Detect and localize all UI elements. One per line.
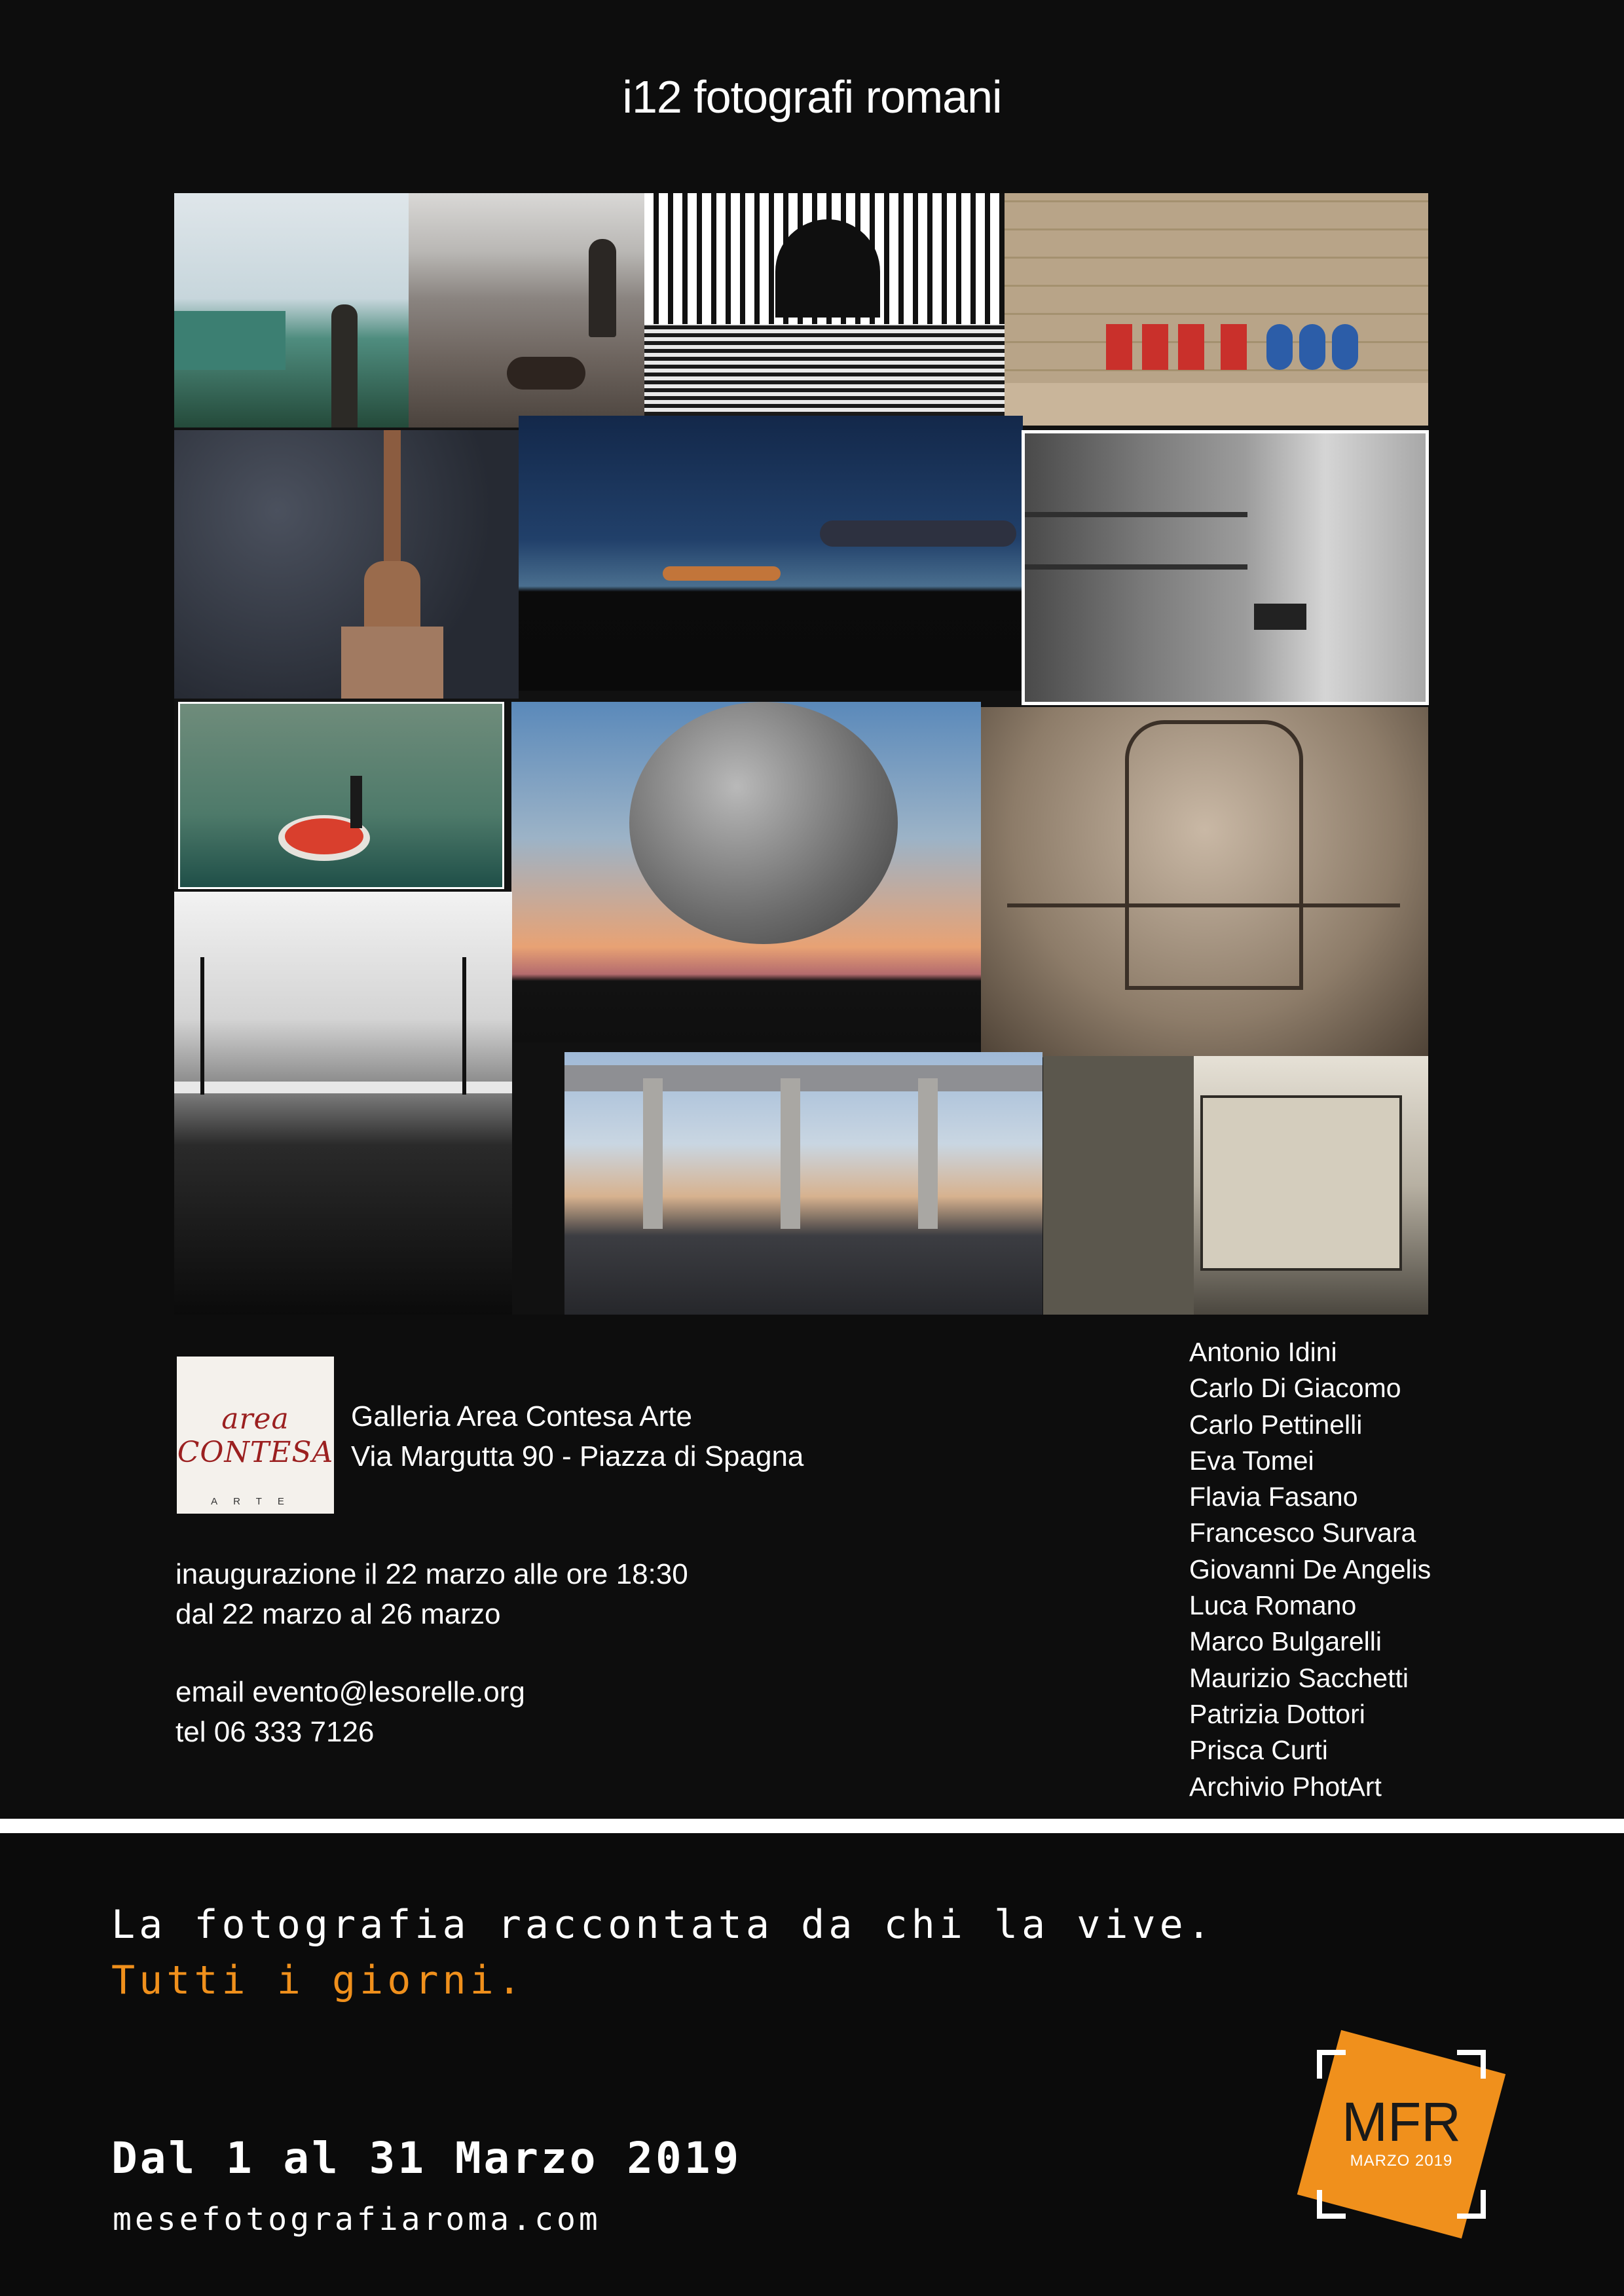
tagline-accent: Tutti i giorni. (111, 1958, 525, 2003)
festival-dates: Dal 1 al 31 Marzo 2019 (111, 2133, 742, 2183)
list-item: Marco Bulgarelli (1189, 1626, 1382, 1657)
list-item: Prisca Curti (1189, 1735, 1328, 1766)
badge-title: MFR (1342, 2091, 1461, 2153)
gallery-logo (177, 1357, 334, 1514)
list-item: Giovanni De Angelis (1189, 1554, 1431, 1584)
mfr-logo-badge (1283, 2016, 1519, 2252)
list-item: Eva Tomei (1189, 1445, 1314, 1476)
gallery-name: Galleria Area Contesa Arte (351, 1400, 692, 1432)
photo-collage (174, 193, 1428, 1315)
section-divider (0, 1819, 1624, 1833)
list-item: Archivio PhotArt (1189, 1771, 1382, 1802)
list-item: Antonio Idini (1189, 1337, 1337, 1367)
event-tel[interactable]: tel 06 333 7126 (175, 1716, 375, 1748)
gallery-address: Via Margutta 90 - Piazza di Spagna (351, 1440, 804, 1472)
gallery-info (351, 1396, 803, 1476)
event-email[interactable]: email evento@lesorelle.org (175, 1676, 525, 1708)
photo-moon (511, 702, 981, 1042)
list-item: Francesco Survara (1189, 1518, 1416, 1548)
event-opening: inaugurazione il 22 marzo alle ore 18:30 (175, 1558, 688, 1590)
photographer-list (1189, 1334, 1431, 1805)
page-title: i12 fotografi romani (622, 71, 1002, 122)
event-period: dal 22 marzo al 26 marzo (175, 1598, 501, 1630)
photo-tram (1043, 1056, 1428, 1315)
list-item: Flavia Fasano (1189, 1482, 1358, 1512)
gallery-logo-sub: ARTE (211, 1496, 300, 1507)
photo-st-peter (644, 193, 1005, 416)
tagline-primary: La fotografia raccontata da chi la vive. (111, 1902, 1215, 1948)
list-item: Carlo Pettinelli (1189, 1409, 1363, 1440)
photo-pizza (178, 702, 504, 889)
gallery-logo-text: area CONTESA (177, 1402, 334, 1469)
photo-waves (174, 892, 512, 1315)
photo-beach-dog (409, 193, 644, 428)
list-item: Maurizio Sacchetti (1189, 1662, 1409, 1693)
photo-soldiers-wall (1005, 193, 1428, 426)
list-item: Luca Romano (1189, 1590, 1357, 1621)
photo-night-skyline (519, 416, 1023, 691)
photo-overpass (564, 1052, 1043, 1315)
event-dates (175, 1554, 688, 1634)
badge-subtitle: MARZO 2019 (1350, 2152, 1453, 2170)
photo-obelisk-snow (174, 430, 519, 699)
list-item: Patrizia Dottori (1189, 1698, 1365, 1729)
website-link[interactable]: mesefotografiaroma.com (113, 2201, 601, 2238)
event-contact (175, 1672, 525, 1752)
photo-street-truck (1022, 430, 1429, 705)
photo-girl-field (174, 193, 409, 428)
list-item: Carlo Di Giacomo (1189, 1373, 1401, 1404)
photo-industrial-sepia (981, 707, 1428, 1057)
